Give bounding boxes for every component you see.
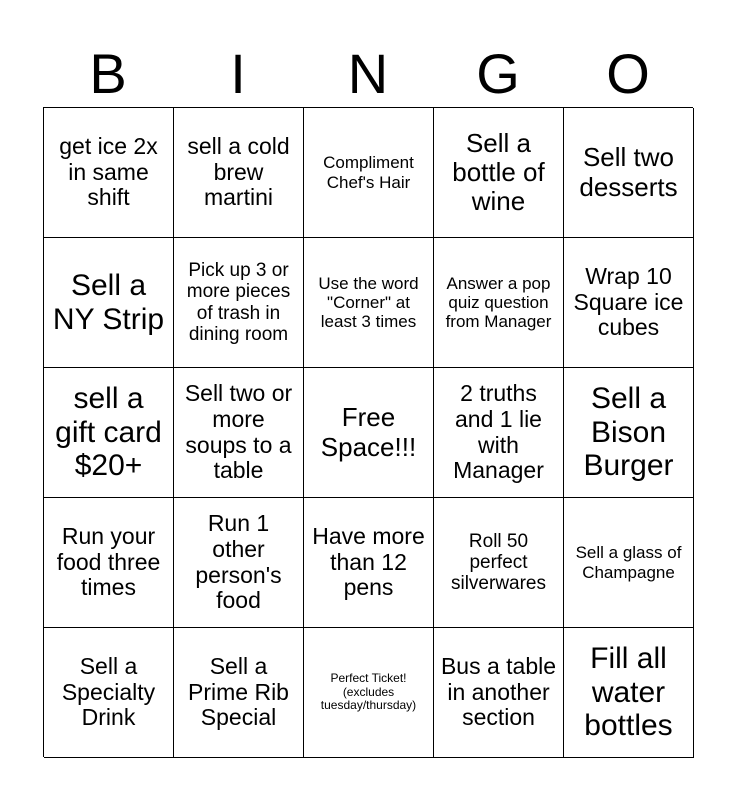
bingo-header bbox=[43, 40, 693, 108]
bingo-cell-r5-c3: Perfect Ticket! (excludes tuesday/thursday) bbox=[304, 628, 434, 758]
bingo-cell-r2-c4: Answer a pop quiz question from Manager bbox=[434, 238, 564, 368]
header-letter-n: N bbox=[347, 42, 389, 105]
bingo-cell-r1-c3: Compliment Chef's Hair bbox=[304, 108, 434, 238]
bingo-cell-r5-c2: Sell a Prime Rib Special bbox=[174, 628, 304, 758]
bingo-cell-r3-c1: sell a gift card $20+ bbox=[44, 368, 174, 498]
header-letter-g: G bbox=[476, 42, 520, 105]
bingo-cell-r4-c3: Have more than 12 pens bbox=[304, 498, 434, 628]
bingo-cell-r3-c4: 2 truths and 1 lie with Manager bbox=[434, 368, 564, 498]
bingo-cell-r3-c3: Free Space!!! bbox=[304, 368, 434, 498]
bingo-cell-r5-c4: Bus a table in another section bbox=[434, 628, 564, 758]
bingo-cell-r1-c4: Sell a bottle of wine bbox=[434, 108, 564, 238]
header-letter-o: O bbox=[606, 42, 650, 105]
bingo-cell-r4-c5: Sell a glass of Champagne bbox=[564, 498, 694, 628]
bingo-cell-r4-c1: Run your food three times bbox=[44, 498, 174, 628]
bingo-cell-r4-c4: Roll 50 perfect silverwares bbox=[434, 498, 564, 628]
header-letter-i: I bbox=[230, 42, 246, 105]
bingo-cell-r4-c2: Run 1 other person's food bbox=[174, 498, 304, 628]
bingo-cell-r1-c1: get ice 2x in same shift bbox=[44, 108, 174, 238]
bingo-cell-r1-c5: Sell two desserts bbox=[564, 108, 694, 238]
bingo-cell-r5-c1: Sell a Specialty Drink bbox=[44, 628, 174, 758]
bingo-cell-r2-c5: Wrap 10 Square ice cubes bbox=[564, 238, 694, 368]
header-letter-b: B bbox=[89, 42, 127, 105]
bingo-cell-r2-c1: Sell a NY Strip bbox=[44, 238, 174, 368]
bingo-cell-r3-c2: Sell two or more soups to a table bbox=[174, 368, 304, 498]
bingo-cell-r1-c2: sell a cold brew martini bbox=[174, 108, 304, 238]
bingo-cell-r5-c5: Fill all water bottles bbox=[564, 628, 694, 758]
bingo-cell-r2-c3: Use the word "Corner" at least 3 times bbox=[304, 238, 434, 368]
bingo-cell-r2-c2: Pick up 3 or more pieces of trash in dining room bbox=[174, 238, 304, 368]
bingo-grid bbox=[43, 107, 693, 757]
bingo-cell-r3-c5: Sell a Bison Burger bbox=[564, 368, 694, 498]
